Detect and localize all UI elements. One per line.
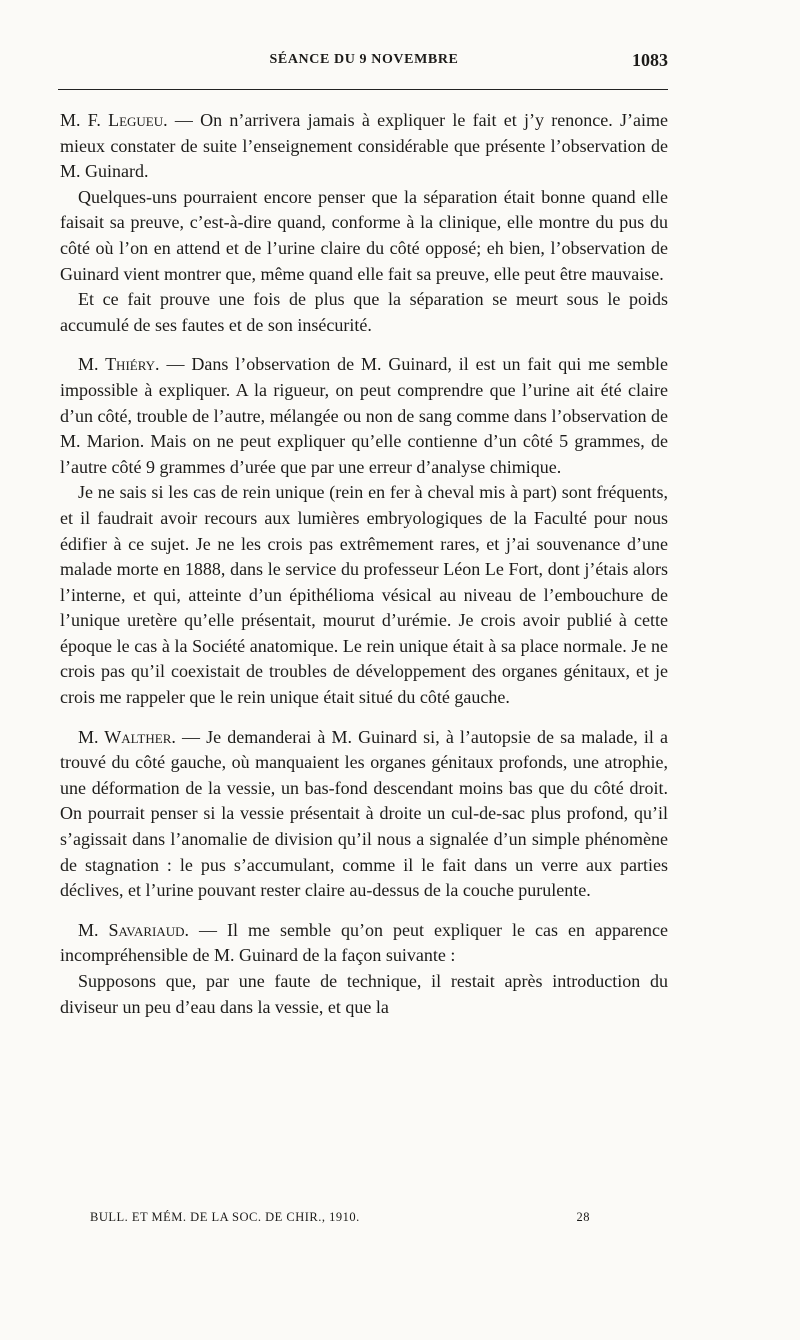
speaker-name: M. F. Legueu. (60, 110, 168, 130)
paragraph-text: — Je demanderai à M. Guinard si, à l’autopsie de sa malade, il a trouvé du côté gauche, où manquaient les organes génitaux profonds, une atrophie, une déformation de la vessie, un bas-fond descendant moins bas que du côté droit. On pourrait penser si la vessie présentait à droite un cul-de-sac plus profond, qu’il s’agissait dans l’anomalie de division qu’il nous a signalée d’un simple phénomène de stagnation : le pus s’accumulant, comme il le fait dans un verre aux parties déclives, et l’urine pouvant rester claire au-dessus de la couche purulente. (60, 726, 668, 901)
body-text (60, 108, 668, 1020)
running-title: SÉANCE DU 9 NOVEMBRE (269, 52, 459, 67)
paragraph-text: Et ce fait prouve une fois de plus que la séparation se meurt sous le poids accumulé de ses fautes et de son insécurité. (60, 289, 668, 335)
journal-reference: BULL. ET MÉM. DE LA SOC. DE CHIR., 1910. (90, 1210, 360, 1224)
paragraph-text: — Dans l’observation de M. Guinard, il est un fait qui me semble impossible à expliquer. A la rigueur, on peut comprendre que l’urine ait été claire d’un côté, trouble de l’autre, mélangée ou non de sang comme dans l’observation de M. Marion. Mais on ne peut expliquer qu’elle contienne d’un côté 5 grammes, de l’autre côté 9 grammes d’urée que par une erreur d’analyse chimique. (60, 354, 668, 477)
paragraph-text: — On n’arrivera jamais à expliquer le fait et j’y renonce. J’aime mieux constater de suite l’enseignement considérable que présente l’observation de M. Guinard. (60, 110, 669, 182)
paragraph (60, 185, 668, 287)
page-header (60, 50, 668, 76)
paragraph-savariaud (60, 918, 668, 969)
speaker-name: M. Savariaud. (78, 919, 190, 940)
paragraph-text: — Il me semble qu’on peut expliquer le cas en apparence incompréhensible de M. Guinard de la façon suivante : (60, 919, 668, 966)
speaker-name: M. Thiéry. (78, 354, 160, 375)
page-number: 1083 (632, 50, 668, 70)
paragraph (60, 287, 668, 338)
header-rule (58, 89, 668, 90)
speaker-name: M. Walther. (78, 726, 176, 747)
paragraph-text: Quelques-uns pourraient encore penser que la séparation était bonne quand elle faisait sa preuve, c’est-à-dire quand, conforme à la clinique, elle montre du pus du côté où l’on en attend et de l’urine claire du côté opposé; eh bien, l’observation de Guinard vient montrer que, même quand elle fait sa preuve, elle peut être mauvaise. (60, 186, 668, 284)
paragraph-thiery (60, 352, 668, 480)
signature-mark: 28 (576, 1210, 590, 1224)
paragraph-text: Je ne sais si les cas de rein unique (rein en fer à cheval mis à part) sont fréquents, et il faudrait avoir recours aux lumières embryologiques de la Faculté pour nous édifier à ce sujet. Je ne les crois pas extrêmement rares, et j’ai souvenance d’une malade morte en 1888, dans le service du professeur Léon Le Fort, dont j’étais alors l’interne, et qui, atteinte d’un épithélioma vésical au niveau de l’embouchure de l’unique uretère qu’elle présentait, mourut d’urémie. Je crois avoir publié à cette époque le cas à la Société anatomique. Le rein unique était à sa place normale. Je ne crois pas qu’il coexistait de troubles de développement des organes génitaux, et je crois me rappeler que le rein unique était situé du côté gauche. (60, 482, 668, 708)
paragraph (60, 969, 668, 1020)
page-footer (90, 1210, 590, 1230)
paragraph (60, 480, 668, 710)
paragraph-legueu (60, 108, 668, 185)
paragraph-walther (60, 725, 668, 904)
paragraph-text: Supposons que, par une faute de technique, il restait après introduction du diviseur un peu d’eau dans la vessie, et que la (60, 971, 668, 1017)
